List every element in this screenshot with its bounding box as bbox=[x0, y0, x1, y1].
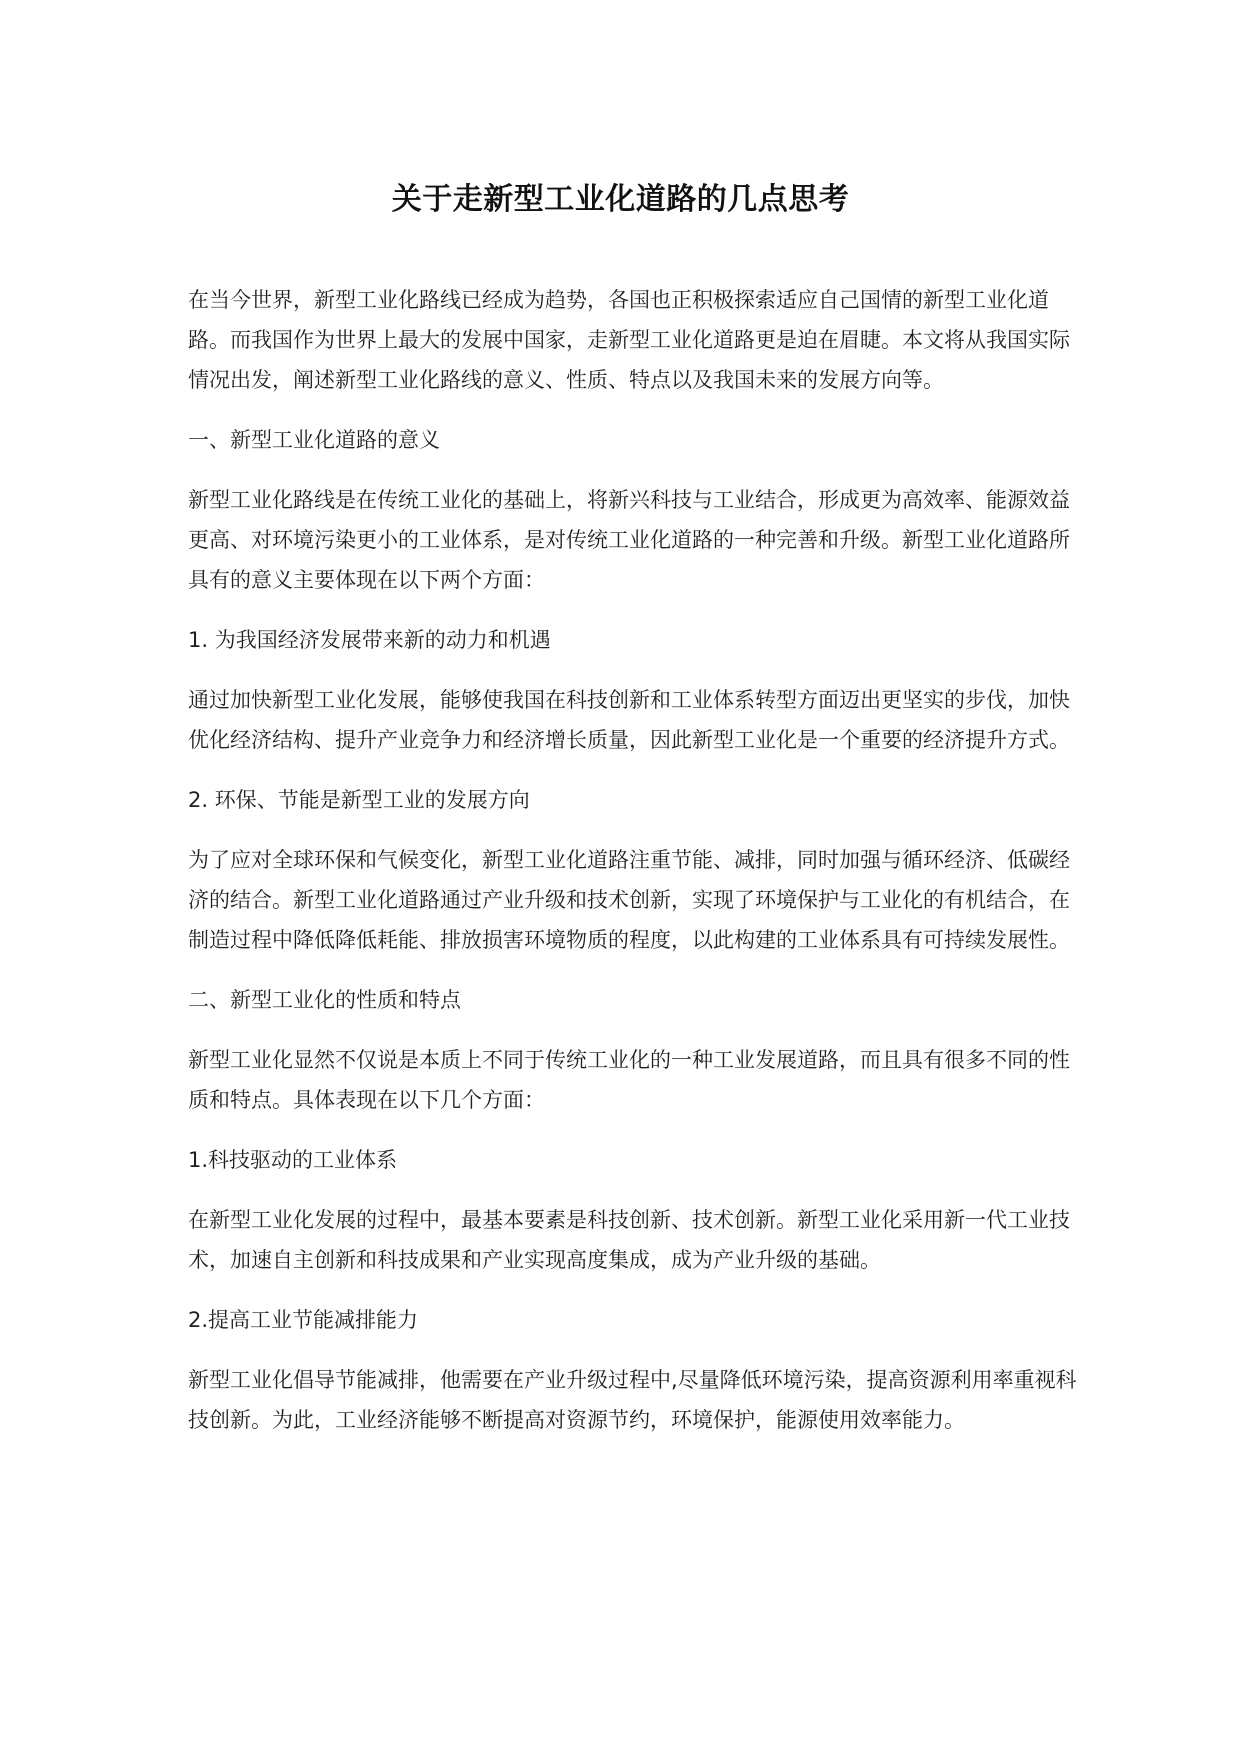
paragraph-economic-momentum: 通过加快新型工业化发展，能够使我国在科技创新和工业体系转型方面迈出更坚实的步伐，加快优化经济结构、提升产业竞争力和经济增长质量，因此新型工业化是一个重要的经济提升方式。 bbox=[188, 688, 1070, 752]
subheading-1-1: 1. 为我国经济发展带来新的动力和机遇 bbox=[188, 628, 551, 652]
intro-paragraph: 在当今世界，新型工业化路线已经成为趋势，各国也正积极探索适应自己国情的新型工业化道路。而我国作为世界上最大的发展中国家，走新型工业化道路更是迫在眉睫。本文将从我国实际情况出发，阐述新型工业化路线的意义、性质、特点以及我国未来的发展方向等。 bbox=[188, 288, 1070, 392]
document-title: 关于走新型工业化道路的几点思考 bbox=[391, 182, 850, 217]
paragraph-significance: 新型工业化路线是在传统工业化的基础上，将新兴科技与工业结合，形成更为高效率、能源效益更高、对环境污染更小的工业体系，是对传统工业化道路的一种完善和升级。新型工业化道路所具有的意义主要体现在以下两个方面： bbox=[188, 488, 1070, 592]
subheading-2-2: 2.提高工业节能减排能力 bbox=[188, 1308, 419, 1332]
paragraph-energy-saving: 新型工业化倡导节能减排，他需要在产业升级过程中,尽量降低环境污染，提高资源利用率重视科技创新。为此，工业经济能够不断提高对资源节约，环境保护，能源使用效率能力。 bbox=[188, 1368, 1077, 1432]
section-heading-2: 二、新型工业化的性质和特点 bbox=[188, 988, 461, 1012]
paragraph-environment: 为了应对全球环保和气候变化，新型工业化道路注重节能、减排，同时加强与循环经济、低碳经济的结合。新型工业化道路通过产业升级和技术创新，实现了环境保护与工业化的有机结合，在制造过程中降低降低耗能、排放损害环境物质的程度，以此构建的工业体系具有可持续发展性。 bbox=[188, 848, 1070, 952]
document-body bbox=[188, 280, 1088, 1440]
paragraph-tech-driven: 在新型工业化发展的过程中，最基本要素是科技创新、技术创新。新型工业化采用新一代工业技术，加速自主创新和科技成果和产业实现高度集成，成为产业升级的基础。 bbox=[188, 1208, 1070, 1272]
section-heading-1: 一、新型工业化道路的意义 bbox=[188, 428, 440, 452]
subheading-1-2: 2. 环保、节能是新型工业的发展方向 bbox=[188, 788, 530, 812]
paragraph-nature: 新型工业化显然不仅说是本质上不同于传统工业化的一种工业发展道路，而且具有很多不同的性质和特点。具体表现在以下几个方面： bbox=[188, 1048, 1070, 1112]
subheading-2-1: 1.科技驱动的工业体系 bbox=[188, 1148, 398, 1172]
